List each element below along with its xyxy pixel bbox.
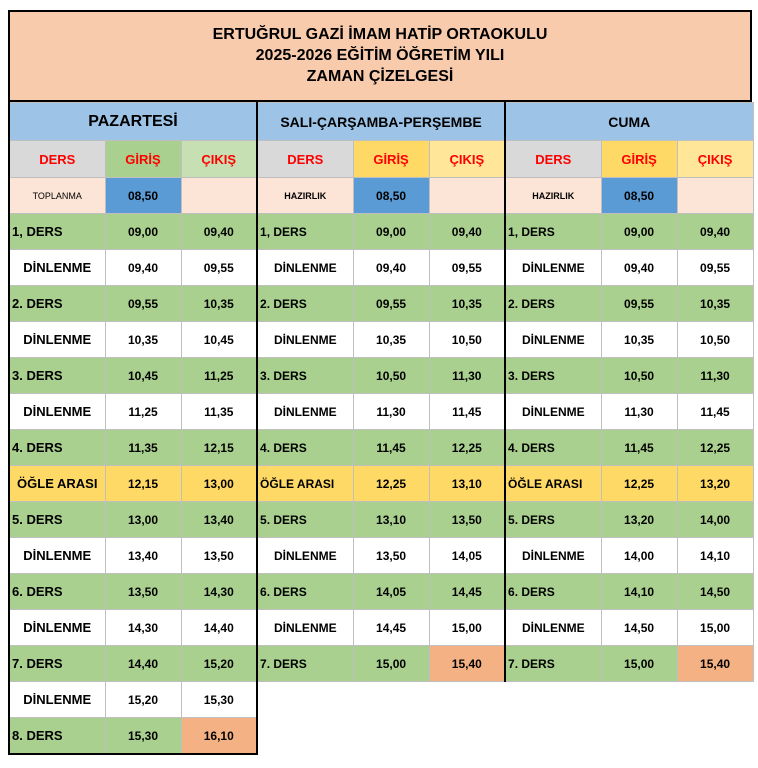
start-time: 14,10 [601, 574, 677, 610]
lesson-label: DİNLENME [9, 250, 105, 286]
table-row [9, 214, 753, 250]
end-time: 14,50 [677, 574, 753, 610]
school-name: ERTUĞRUL GAZİ İMAM HATİP ORTAOKULU [212, 26, 548, 43]
start-time: 15,30 [105, 718, 181, 755]
col-giris: GİRİŞ [353, 141, 429, 178]
lesson-label: 3. DERS [505, 358, 601, 394]
end-time: 15,20 [181, 646, 257, 682]
start-time: 11,35 [105, 430, 181, 466]
table-row [9, 466, 753, 502]
start-time: 11,45 [353, 430, 429, 466]
start-time: 10,35 [105, 322, 181, 358]
lesson-label: 7. DERS [9, 646, 105, 682]
day-monday: PAZARTESİ [9, 103, 257, 141]
lesson-label: HAZIRLIK [257, 178, 353, 214]
end-time: 11,25 [181, 358, 257, 394]
table-row [9, 178, 753, 214]
table-row [9, 610, 753, 646]
academic-year: 2025-2026 EĞİTİM ÖĞRETİM YILI [255, 47, 505, 64]
lesson-label: DİNLENME [257, 322, 353, 358]
end-time: 11,30 [429, 358, 505, 394]
day-header-row [9, 103, 753, 141]
schedule-title: ZAMAN ÇİZELGESİ [306, 68, 454, 85]
empty-cell [677, 682, 753, 718]
end-time: 13,10 [429, 466, 505, 502]
lesson-label: 7. DERS [257, 646, 353, 682]
start-time: 15,00 [601, 646, 677, 682]
start-time: 09,00 [601, 214, 677, 250]
lesson-label: DİNLENME [9, 682, 105, 718]
lesson-label: DİNLENME [505, 322, 601, 358]
start-time: 11,30 [601, 394, 677, 430]
end-time: 14,30 [181, 574, 257, 610]
start-time: 09,40 [353, 250, 429, 286]
empty-cell [677, 718, 753, 755]
lesson-label: ÖĞLE ARASI [9, 466, 105, 502]
lesson-label: 3. DERS [9, 358, 105, 394]
end-time: 14,45 [429, 574, 505, 610]
start-time: 15,00 [353, 646, 429, 682]
col-cikis: ÇIKIŞ [677, 141, 753, 178]
lesson-label: DİNLENME [9, 322, 105, 358]
end-time: 13,20 [677, 466, 753, 502]
empty-cell [601, 682, 677, 718]
lesson-label: DİNLENME [9, 394, 105, 430]
end-time [429, 178, 505, 214]
end-time: 10,50 [677, 322, 753, 358]
end-time: 11,45 [429, 394, 505, 430]
start-time: 09,40 [105, 250, 181, 286]
start-time: 13,40 [105, 538, 181, 574]
lesson-label: 6. DERS [9, 574, 105, 610]
end-time: 13,00 [181, 466, 257, 502]
lesson-label: 4. DERS [9, 430, 105, 466]
lesson-label: 5. DERS [9, 502, 105, 538]
lesson-label: DİNLENME [9, 610, 105, 646]
lesson-label: DİNLENME [505, 610, 601, 646]
end-time: 11,30 [677, 358, 753, 394]
col-cikis: ÇIKIŞ [181, 141, 257, 178]
end-time: 09,40 [429, 214, 505, 250]
lesson-label: 2. DERS [9, 286, 105, 322]
end-time: 10,35 [181, 286, 257, 322]
table-row [9, 430, 753, 466]
end-time: 10,50 [429, 322, 505, 358]
end-time: 09,55 [429, 250, 505, 286]
lesson-label: 2. DERS [257, 286, 353, 322]
start-time: 15,20 [105, 682, 181, 718]
lesson-label: 4. DERS [257, 430, 353, 466]
table-row [9, 502, 753, 538]
lesson-label: HAZIRLIK [505, 178, 601, 214]
lesson-label: ÖĞLE ARASI [257, 466, 353, 502]
end-time [677, 178, 753, 214]
title-block [8, 10, 752, 102]
start-time: 09,40 [601, 250, 677, 286]
column-header-row [9, 141, 753, 178]
lesson-label: TOPLANMA [9, 178, 105, 214]
start-time: 14,40 [105, 646, 181, 682]
lesson-label: DİNLENME [257, 394, 353, 430]
end-time: 13,40 [181, 502, 257, 538]
end-time: 09,40 [181, 214, 257, 250]
start-time: 13,50 [353, 538, 429, 574]
end-time: 12,15 [181, 430, 257, 466]
end-time: 09,55 [677, 250, 753, 286]
table-row [9, 646, 753, 682]
table-row [9, 394, 753, 430]
lesson-label: 5. DERS [505, 502, 601, 538]
lesson-label: DİNLENME [505, 250, 601, 286]
col-cikis: ÇIKIŞ [429, 141, 505, 178]
start-time: 12,25 [601, 466, 677, 502]
lesson-label: 5. DERS [257, 502, 353, 538]
lesson-label: DİNLENME [505, 394, 601, 430]
start-time: 14,05 [353, 574, 429, 610]
start-time: 10,35 [601, 322, 677, 358]
start-time: 08,50 [105, 178, 181, 214]
end-time [181, 178, 257, 214]
start-time: 14,00 [601, 538, 677, 574]
lesson-label: 6. DERS [257, 574, 353, 610]
lesson-label: DİNLENME [505, 538, 601, 574]
day-friday: CUMA [505, 103, 753, 141]
lesson-label: 1, DERS [9, 214, 105, 250]
end-time: 15,00 [677, 610, 753, 646]
col-ders: DERS [505, 141, 601, 178]
lesson-label: ÖĞLE ARASI [505, 466, 601, 502]
empty-cell [353, 682, 429, 718]
end-time: 10,45 [181, 322, 257, 358]
table-row [9, 682, 753, 718]
start-time: 10,50 [353, 358, 429, 394]
start-time: 10,35 [353, 322, 429, 358]
end-time: 14,40 [181, 610, 257, 646]
start-time: 13,10 [353, 502, 429, 538]
end-time: 13,50 [429, 502, 505, 538]
start-time: 09,55 [353, 286, 429, 322]
start-time: 09,00 [353, 214, 429, 250]
end-time: 14,00 [677, 502, 753, 538]
lesson-label: 1, DERS [505, 214, 601, 250]
start-time: 11,25 [105, 394, 181, 430]
lesson-label: 3. DERS [257, 358, 353, 394]
end-time: 14,05 [429, 538, 505, 574]
start-time: 13,20 [601, 502, 677, 538]
start-time: 11,30 [353, 394, 429, 430]
start-time: 14,50 [601, 610, 677, 646]
empty-cell [429, 718, 505, 755]
table-row [9, 718, 753, 755]
lesson-label: 1, DERS [257, 214, 353, 250]
empty-cell [505, 718, 601, 755]
table-row [9, 250, 753, 286]
lesson-label: DİNLENME [257, 538, 353, 574]
table-row [9, 322, 753, 358]
schedule-sheet [8, 10, 752, 755]
lesson-label: 2. DERS [505, 286, 601, 322]
start-time: 10,50 [601, 358, 677, 394]
lesson-label: DİNLENME [9, 538, 105, 574]
table-row [9, 538, 753, 574]
end-time: 10,35 [429, 286, 505, 322]
empty-cell [429, 682, 505, 718]
col-ders: DERS [9, 141, 105, 178]
lesson-label: 4. DERS [505, 430, 601, 466]
end-time: 15,30 [181, 682, 257, 718]
lesson-label: DİNLENME [257, 610, 353, 646]
end-time: 09,55 [181, 250, 257, 286]
empty-cell [601, 718, 677, 755]
table-row [9, 358, 753, 394]
lesson-label: 8. DERS [9, 718, 105, 755]
start-time: 13,00 [105, 502, 181, 538]
start-time: 12,15 [105, 466, 181, 502]
col-giris: GİRİŞ [105, 141, 181, 178]
start-time: 10,45 [105, 358, 181, 394]
start-time: 08,50 [353, 178, 429, 214]
end-time: 09,40 [677, 214, 753, 250]
end-time: 10,35 [677, 286, 753, 322]
end-time: 15,40 [677, 646, 753, 682]
end-time: 14,10 [677, 538, 753, 574]
end-time: 11,45 [677, 394, 753, 430]
end-time: 15,00 [429, 610, 505, 646]
end-time: 15,40 [429, 646, 505, 682]
empty-cell [353, 718, 429, 755]
lesson-label: DİNLENME [257, 250, 353, 286]
start-time: 13,50 [105, 574, 181, 610]
empty-cell [257, 718, 353, 755]
lesson-label: 7. DERS [505, 646, 601, 682]
end-time: 12,25 [429, 430, 505, 466]
start-time: 14,30 [105, 610, 181, 646]
end-time: 12,25 [677, 430, 753, 466]
table-row [9, 574, 753, 610]
start-time: 08,50 [601, 178, 677, 214]
col-ders: DERS [257, 141, 353, 178]
start-time: 09,55 [105, 286, 181, 322]
end-time: 16,10 [181, 718, 257, 755]
start-time: 14,45 [353, 610, 429, 646]
end-time: 13,50 [181, 538, 257, 574]
start-time: 09,00 [105, 214, 181, 250]
day-tue-wed-thu: SALI-ÇARŞAMBA-PERŞEMBE [257, 103, 505, 141]
col-giris: GİRİŞ [601, 141, 677, 178]
start-time: 09,55 [601, 286, 677, 322]
lesson-label: 6. DERS [505, 574, 601, 610]
start-time: 12,25 [353, 466, 429, 502]
end-time: 11,35 [181, 394, 257, 430]
empty-cell [257, 682, 353, 718]
start-time: 11,45 [601, 430, 677, 466]
empty-cell [505, 682, 601, 718]
table-row [9, 286, 753, 322]
schedule-table [8, 102, 754, 755]
